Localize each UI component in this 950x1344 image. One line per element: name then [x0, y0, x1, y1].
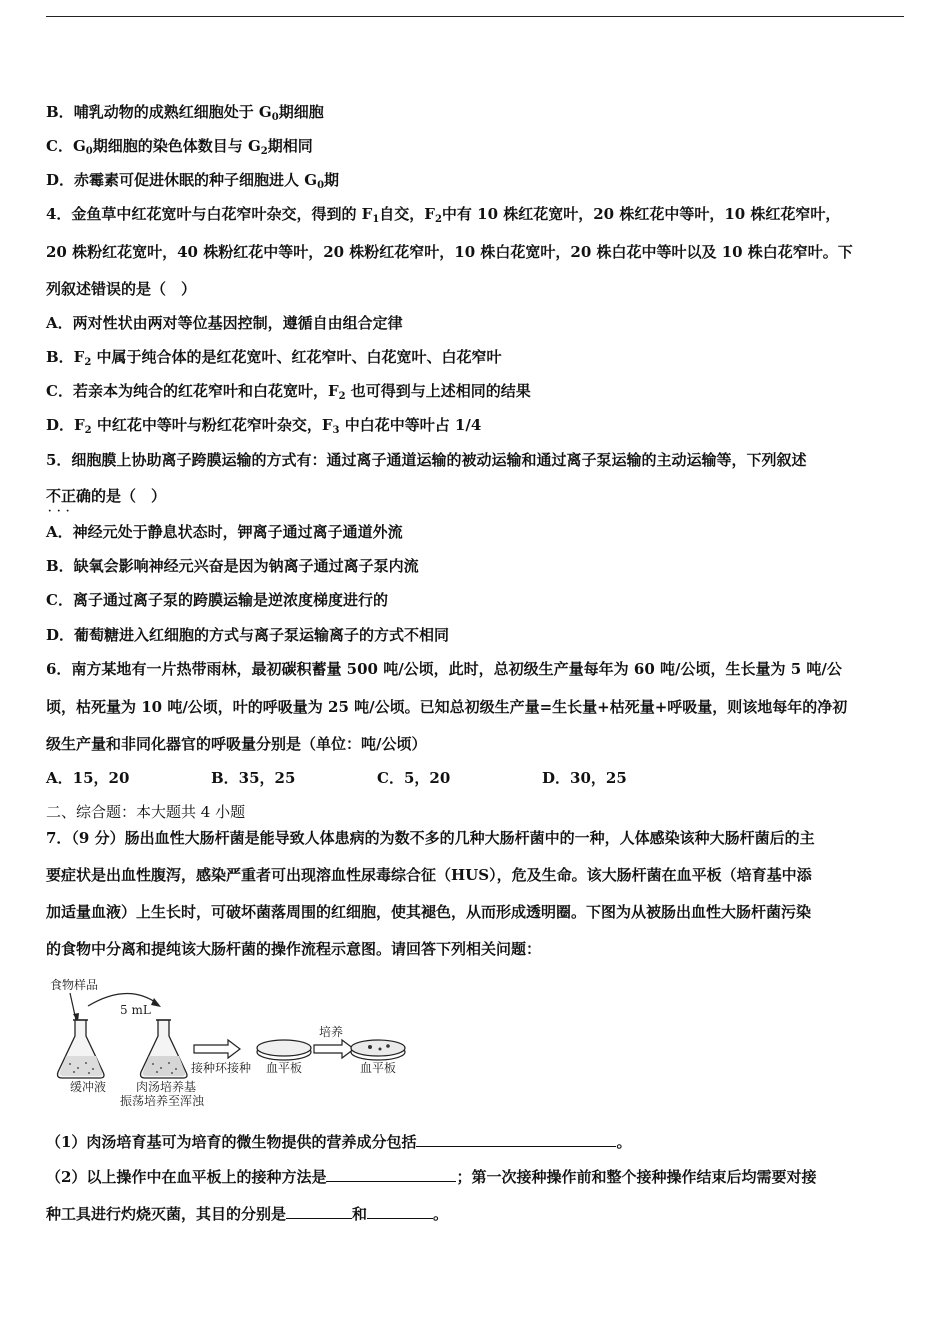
q7-stem-line-2: 要症状是出血性腹泻，感染严重者可出现溶血性尿毒综合征（HUS），危及生命。该大肠杆菌在血平板（培育基中添 [46, 866, 812, 884]
header-rule [46, 16, 904, 17]
q3-option-d: D．赤霉素可促进休眠的种子细胞进人 $G_0$期 [46, 171, 340, 191]
blood-plate-1-label: 血平板 [266, 1061, 303, 1075]
broth-label-2: 振荡培养至浑浊 [120, 1094, 205, 1108]
emphasis-not-correct: 不正确 · · · [46, 487, 91, 505]
q4-stem-line-1: 4．金鱼草中红花宽叶与白花窄叶杂交，得到的 $F_1$自交，$F_2$中有 10 株红花宽叶，20 株红花中等叶，10 株红花窄叶， [46, 205, 841, 225]
blood-plate-1-icon [257, 1040, 311, 1060]
q5-stem-line-1: 5．细胞膜上协助离子跨膜运输的方式有：通过离子通道运输的被动运输和通过离子泵运输的主动运输等，下列叙述 [46, 451, 807, 469]
broth-flask-icon [141, 1020, 188, 1078]
buffer-flask-icon [58, 1020, 105, 1078]
q4-option-c: C．若亲本为纯合的红花窄叶和白花宽叶，$F_2$ 也可得到与上述相同的结果 [46, 382, 531, 402]
food-sample-label: 食物样品 [50, 978, 99, 992]
q3-option-c: C．$G_0$期细胞的染色体数目与 $G_2$期相同 [46, 137, 313, 157]
q6-option-b: B．35，25 [211, 769, 296, 787]
culture-label: 培养 [319, 1025, 344, 1039]
q5-option-c: C．离子通过离子泵的跨膜运输是逆浓度梯度进行的 [46, 591, 388, 609]
q7-sub-question-1: （1）肉汤培育基可为培育的微生物提供的营养成分包括 。 [46, 1133, 632, 1151]
q7-stem-line-1: 7．（9 分）肠出血性大肠杆菌是能导致人体患病的为数不多的几种大肠杆菌中的一种，人体感染该种大肠杆菌后的主 [46, 829, 815, 847]
volume-label: 5 mL [120, 1003, 151, 1017]
q6-option-d: D．30，25 [542, 769, 627, 787]
hollow-arrow-2-icon [314, 1040, 354, 1058]
q6-stem-line-2: 顷，枯死量为 10 吨/公顷，叶的呼吸量为 25 吨/公顷。已知总初级生产量=生长量+枯死量+呼吸量，则该地每年的净初 [46, 698, 848, 716]
q4-option-d: D．$F_2$ 中红花中等叶与粉红花窄叶杂交，$F_3$ 中白花中等叶占 1/4 [46, 416, 482, 436]
answer-blank-2[interactable] [326, 1167, 456, 1182]
q5-option-d: D．葡萄糖进入红细胞的方式与离子泵运输离子的方式不相同 [46, 626, 450, 644]
section-heading: 二、综合题：本大题共 4 小题 [46, 803, 246, 821]
q5-option-b: B．缺氧会影响神经元兴奋是因为钠离子通过离子泵内流 [46, 557, 419, 575]
q7-stem-line-3: 加适量血液）上生长时，可破坏菌落周围的红细胞，使其褪色，从而形成透明圈。下图为从被肠出血性大肠杆菌污染 [46, 903, 812, 921]
q6-stem-line-3: 级生产量和非同化器官的呼吸量分别是（单位：吨/公顷） [46, 735, 427, 753]
q6-option-c: C．5，20 [377, 769, 451, 787]
q4-option-b: B．$F_2$ 中属于纯合体的是红花宽叶、红花窄叶、白花宽叶、白花窄叶 [46, 348, 502, 368]
q4-stem-line-3: 列叙述错误的是（ ） [46, 280, 197, 298]
q4-option-a: A．两对性状由两对等位基因控制，遵循自由组合定律 [46, 314, 403, 332]
q7-sub-question-2-line-2: 种工具进行灼烧灭菌，其目的分别是 和 。 [46, 1205, 449, 1223]
broth-label-1: 肉汤培养基 [136, 1080, 197, 1094]
answer-blank-1[interactable] [416, 1132, 616, 1147]
q4-stem-line-2: 20 株粉红花宽叶，40 株粉红花中等叶，20 株粉红花窄叶，10 株白花宽叶，20 株白花中等叶以及 10 株白花窄叶。下 [46, 243, 853, 261]
q7-sub-question-2-line-1: （2）以上操作中在血平板上的接种方法是 ；第一次接种操作前和整个接种操作结束后均需要对接 [46, 1168, 817, 1186]
q6-stem-line-1: 6．南方某地有一片热带雨林，最初碳积蓄量 500 吨/公顷，此时，总初级生产量每年为 60 吨/公顷，生长量为 5 吨/公 [46, 660, 842, 678]
hollow-arrow-1-icon [194, 1040, 240, 1058]
inoculating-loop-label: 接种环接种 [191, 1061, 252, 1075]
q7-stem-line-4: 的食物中分离和提纯该大肠杆菌的操作流程示意图。请回答下列相关问题： [46, 940, 542, 958]
answer-blank-3[interactable] [286, 1204, 352, 1219]
blood-plate-2-label: 血平板 [360, 1061, 397, 1075]
procedure-diagram [48, 974, 408, 1112]
answer-blank-4[interactable] [367, 1204, 433, 1219]
q6-option-a: A．15，20 [46, 769, 130, 787]
q5-stem-line-2: 不正确 · · ·的是（ ） [46, 486, 166, 506]
q6-options [46, 768, 746, 788]
blood-plate-2-icon [351, 1040, 405, 1060]
q3-option-b: B．哺乳动物的成熟红细胞处于 $G_0$期细胞 [46, 103, 324, 123]
q5-option-a: A．神经元处于静息状态时，钾离子通过离子通道外流 [46, 523, 403, 541]
transfer-arrow-head [151, 998, 161, 1007]
buffer-label: 缓冲液 [70, 1080, 107, 1094]
